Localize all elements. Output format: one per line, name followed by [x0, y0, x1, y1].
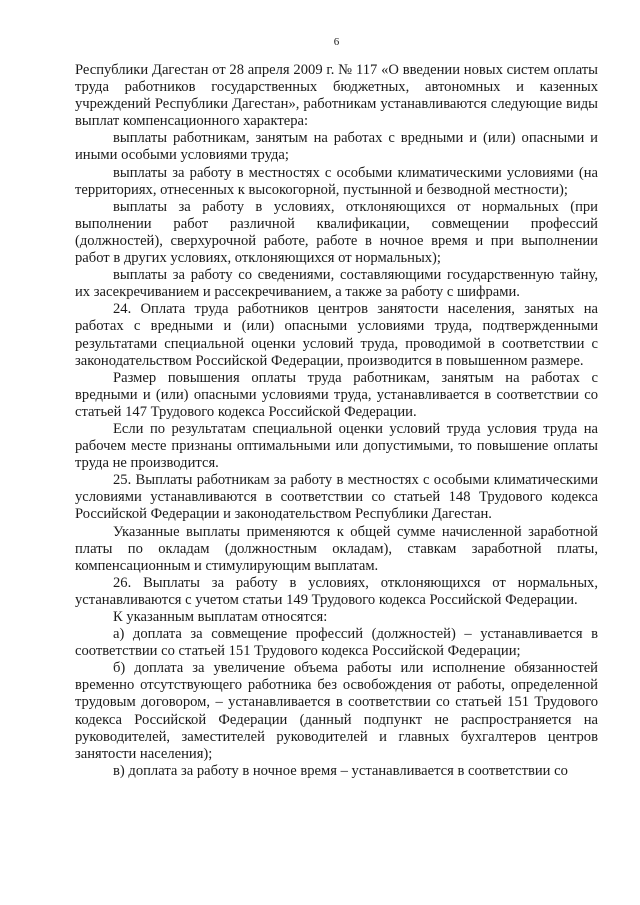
paragraph-increase-amount: Размер повышения оплаты труда работникам, занятым на работах с вредными и (или) опасными условиями труда, устанавливается в соответствии со статьей 147 Трудового кодекса Российской Федерации. [75, 369, 598, 420]
paragraph-item-25: 25. Выплаты работникам за работу в местностях с особыми климатическими условиями устанавливаются в соответствии со статьей 148 Трудового кодекса Российской Федерации и законодательством Республики Дагестан. [75, 472, 598, 523]
paragraph-subitem-a: а) доплата за совмещение профессий (должностей) – устанавливается в соответствии со статьей 151 Трудового кодекса Российской Федерации; [75, 626, 598, 660]
paragraph-climatic-conditions: выплаты за работу в местностях с особыми климатическими условиями (на территориях, отнесенных к высокогорной, пустынной и безводной местности); [75, 164, 598, 198]
paragraph-list-intro: К указанным выплатам относятся: [113, 609, 328, 625]
paragraph-optimal-conditions: Если по результатам специальной оценки условий труда условия труда на рабочем месте признаны оптимальными или допустимыми, то повышение оплаты труда не производится. [75, 420, 598, 472]
paragraph-item-24: 24. Оплата труда работников центров занятости населения, занятых на работах с вредными и (или) опасными условиями труда, подтвержденными результатами специальной оценки условий труда, проводимой в соответствии с законодательством Российской Федерации, производится в повышенном размере. [75, 301, 598, 369]
paragraph-payments-applied: Указанные выплаты применяются к общей сумме начисленной заработной платы по окладам (должностным окладам), ставкам заработной платы, компенсационным и стимулирующим выплатам. [75, 523, 598, 574]
paragraph-harmful-conditions: выплаты работникам, занятым на работах с вредными и (или) опасными и иными особыми условиями труда; [75, 130, 598, 164]
paragraph-item-26: 26. Выплаты за работу в условиях, отклоняющихся от нормальных, устанавливаются с учетом статьи 149 Трудового кодекса Российской Федерации. [75, 574, 598, 608]
document-body [75, 62, 598, 780]
paragraph-subitem-b: б) доплата за увеличение объема работы или исполнение обязанностей временно отсутствующего работника без освобождения от работы, определенной трудовым договором, – устанавливается в соответствии со статьей 151 Трудового кодекса Российской Федерации (данный подпункт не распространяется на руководителей, заместителей руководителей и главных бухгалтеров центров занятости населения); [75, 660, 598, 762]
paragraph-state-secret: выплаты за работу со сведениями, составляющими государственную тайну, их засекречиванием и рассекречиванием, а также за работу с шифрами. [75, 267, 598, 301]
paragraph-intro: Республики Дагестан от 28 апреля 2009 г. № 117 «О введении новых систем оплаты труда работников государственных бюджетных, автономных и казенных учреждений Республики Дагестан», работникам устанавливаются следующие виды выплат компенсационного характера: [75, 62, 598, 130]
paragraph-abnormal-conditions: выплаты за работу в условиях, отклоняющихся от нормальных (при выполнении работ различной квалификации, совмещении профессий (должностей), сверхурочной работе, работе в ночное время и при выполнении работ в других условиях, отклоняющихся от нормальных); [75, 198, 598, 267]
paragraph-subitem-v: в) доплата за работу в ночное время – устанавливается в соответствии со [113, 762, 568, 779]
page-number: 6 [333, 36, 340, 48]
